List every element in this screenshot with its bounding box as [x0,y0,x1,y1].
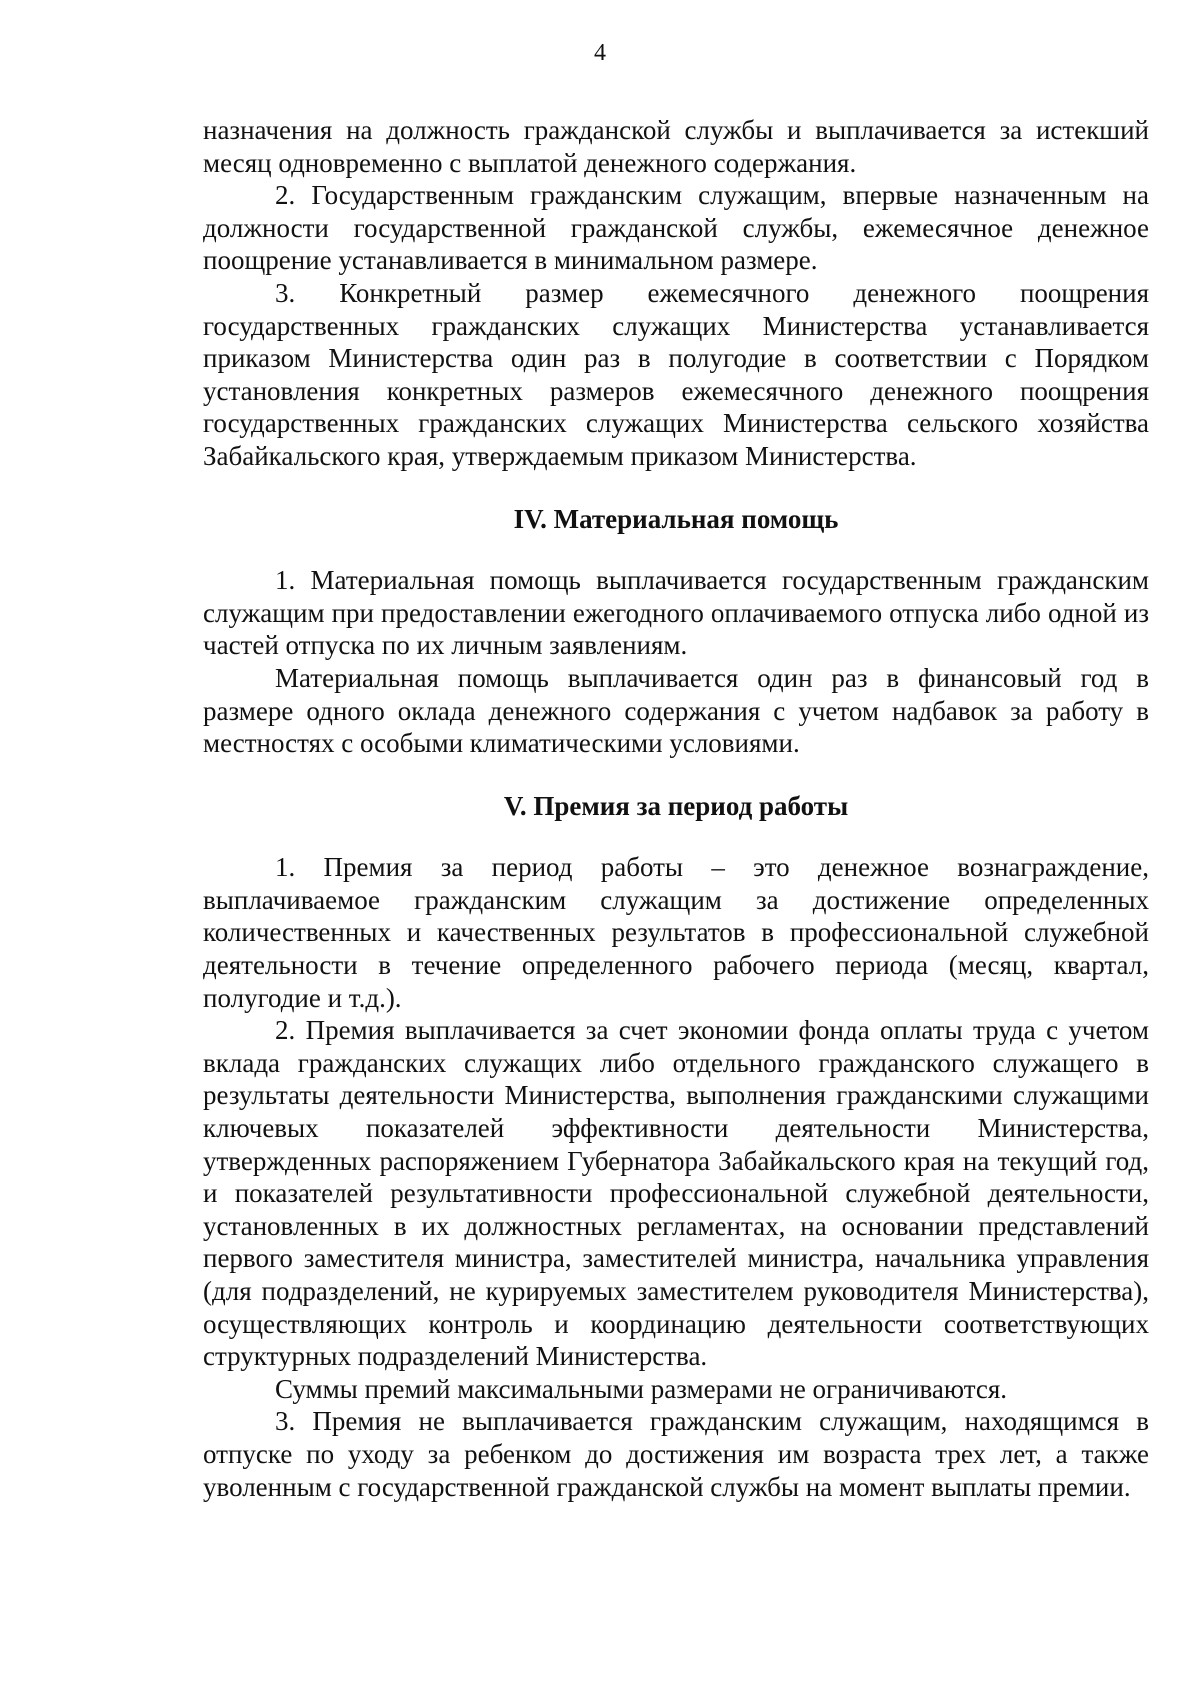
paragraph-v-4: 3. Премия не выплачивается гражданским служащим, находящимся в отпуске по уходу за ребенком до достижения им возраста трех лет, а также уволенным с государственной гражданской службы на момент выплаты премии. [203,1406,1149,1502]
paragraph-v-3: Суммы премий максимальными размерами не ограничиваются. [275,1373,1008,1404]
paragraph-v-1: 1. Премия за период работы – это денежное вознаграждение, выплачиваемое гражданским служащим за достижение определенных количественных и качественных результатов в профессиональной служебной деятельности в течение определенного рабочего периода (месяц, квартал, полугодие и т.д.). [203,852,1149,1013]
document-body [203,114,1149,1503]
section-v [203,851,1149,1503]
section-iv [203,564,1149,760]
paragraph-v-2: 2. Премия выплачивается за счет экономии фонда оплаты труда с учетом вклада гражданских служащих либо отдельного гражданского служащего в результаты деятельности Министерства, выполнения гражданскими служащими ключевых показателей эффективности деятельности Министерства, утвержденных распоряжением Губернатора Забайкальского края на текущий год, и показателей результативности профессиональной служебной деятельности, установленных в их должностных регламентах, на основании представлений первого заместителя министра, заместителей министра, начальника управления (для подразделений, не курируемых заместителем руководителя Министерства), осуществляющих контроль и координацию деятельности соответствующих структурных подразделений Министерства. [203,1015,1149,1372]
paragraph-iv-1: 1. Материальная помощь выплачивается государственным гражданским служащим при предоставлении ежегодного оплачиваемого отпуска либо одной из частей отпуска по их личным заявлениям. [203,565,1149,661]
section-heading-iv: IV. Материальная помощь [513,503,839,534]
paragraph-item-2: 2. Государственным гражданским служащим, впервые назначенным на должности государственной гражданской службы, ежемесячное денежное поощрение устанавливается в минимальном размере. [203,180,1149,276]
intro-section [203,114,1149,473]
paragraph-continuation: назначения на должность гражданской службы и выплачивается за истекший месяц одновременно с выплатой денежного содержания. [203,115,1149,178]
section-heading-v: V. Премия за период работы [503,790,849,821]
page-number: 4 [594,40,606,66]
paragraph-iv-2: Материальная помощь выплачивается один раз в финансовый год в размере одного оклада денежного содержания с учетом надбавок за работу в местностях с особыми климатическими условиями. [203,662,1149,759]
paragraph-item-3: 3. Конкретный размер ежемесячного денежного поощрения государственных гражданских служащих Министерства устанавливается приказом Министерства один раз в полугодие в соответствии с Порядком установления конкретных размеров ежемесячного денежного поощрения государственных гражданских служащих Министерства сельского хозяйства Забайкальского края, утверждаемым приказом Министерства. [203,277,1149,471]
